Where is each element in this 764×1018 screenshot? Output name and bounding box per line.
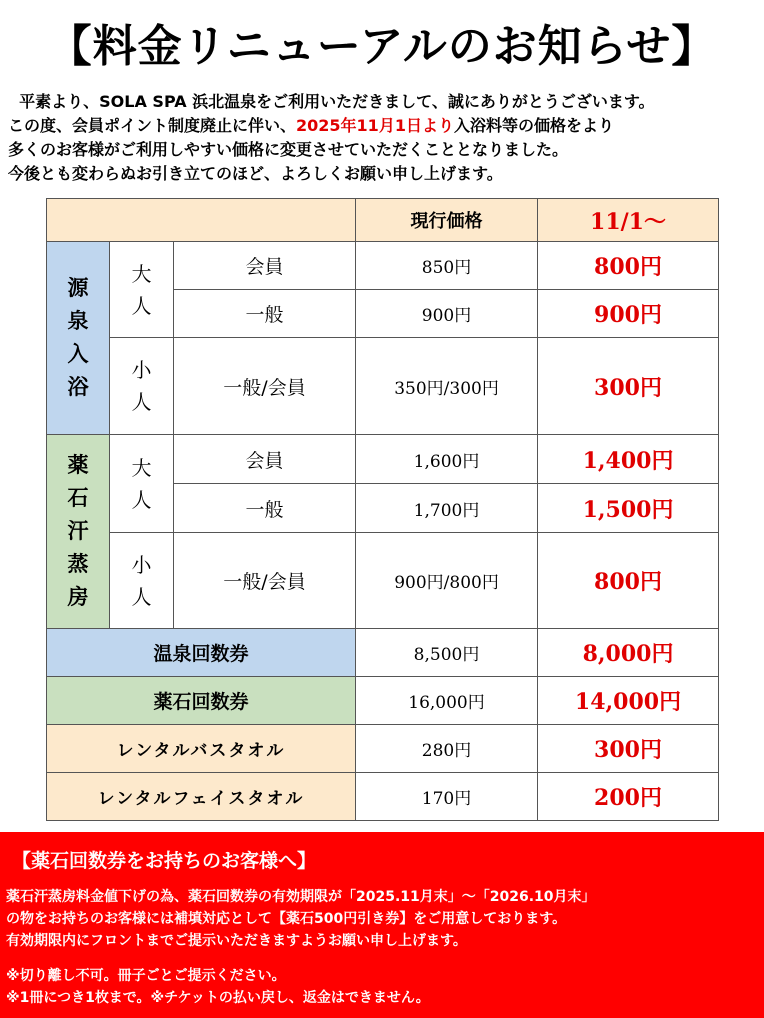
new-price: 800円 [538,242,719,290]
item-onsen-ticket: 温泉回数券 [47,629,356,677]
notice-body [6,886,596,952]
table-header-row [47,199,719,242]
table-row [47,242,719,290]
header-new-price: 11/1〜 [538,199,719,242]
notice-box [0,832,764,1018]
current-price: 1,600円 [356,435,538,484]
category-onsen: 源 泉 入 浴 [47,242,110,435]
price-kind: 一般 [174,290,356,338]
intro-line-1: 平素より、SOLA SPA 浜北温泉をご利用いただきまして、誠にありがとうございます。 [19,92,655,111]
intro-text [8,90,760,186]
price-kind: 会員 [174,435,356,484]
current-price: 1,700円 [356,484,538,533]
item-yakuseki-ticket: 薬石回数券 [47,677,356,725]
intro-line-2: この度、会員ポイント制度廃止に伴い、2025年11月1日より入浴料等の価格をより [8,116,614,135]
age-adult: 大 人 [110,435,174,533]
new-price: 14,000円 [538,677,719,725]
new-price: 800円 [538,533,719,629]
price-kind: 一般/会員 [174,533,356,629]
notice-line-3: 有効期限内にフロントまでご提示いただきますようお願い申し上げます。 [6,933,467,949]
price-kind: 会員 [174,242,356,290]
notice-title: 【薬石回数券をお持ちのお客様へ】 [12,850,317,872]
age-child: 小 人 [110,338,174,435]
new-price: 900円 [538,290,719,338]
table-row [47,725,719,773]
current-price: 350円/300円 [356,338,538,435]
current-price: 900円 [356,290,538,338]
table-row [47,629,719,677]
table-row [47,773,719,821]
item-bath-towel: レンタルバスタオル [47,725,356,773]
new-price: 300円 [538,725,719,773]
current-price: 8,500円 [356,629,538,677]
intro-line-3: 多くのお客様がご利用しやすい価格に変更させていただくこととなりました。 [8,140,569,159]
table-row [47,677,719,725]
current-price: 850円 [356,242,538,290]
notice-note-2: ※1冊につき1枚まで。※チケットの払い戻し、返金はできません。 [6,990,430,1006]
effective-date: 2025年11月1日より [296,116,454,135]
header-blank-cell [47,199,356,242]
new-price: 1,500円 [538,484,719,533]
age-child: 小 人 [110,533,174,629]
table-row [47,533,719,629]
notice-notes [6,965,430,1009]
page-title: 【料金リニューアルのお知らせ】 [47,21,717,72]
current-price: 170円 [356,773,538,821]
table-row [47,435,719,484]
new-price: 200円 [538,773,719,821]
new-price: 8,000円 [538,629,719,677]
table-row [47,338,719,435]
current-price: 900円/800円 [356,533,538,629]
notice-note-1: ※切り離し不可。冊子ごとご提示ください。 [6,968,286,984]
notice-line-2: の物をお持ちのお客様には補填対応として【薬石500円引き券】をご用意しております。 [6,911,567,927]
current-price: 16,000円 [356,677,538,725]
price-kind: 一般 [174,484,356,533]
new-price: 300円 [538,338,719,435]
item-face-towel: レンタルフェイスタオル [47,773,356,821]
header-current-price: 現行価格 [356,199,538,242]
new-price: 1,400円 [538,435,719,484]
intro-line-4: 今後とも変わらぬお引き立てのほど、よろしくお願い申し上げます。 [8,164,503,183]
category-yakuseki: 薬 石 汗 蒸 房 [47,435,110,629]
price-table [46,198,719,821]
current-price: 280円 [356,725,538,773]
age-adult: 大 人 [110,242,174,338]
notice-line-1: 薬石汗蒸房料金値下げの為、薬石回数券の有効期限が「2025.11月末」〜「2026.10月末」 [6,889,596,905]
price-kind: 一般/会員 [174,338,356,435]
